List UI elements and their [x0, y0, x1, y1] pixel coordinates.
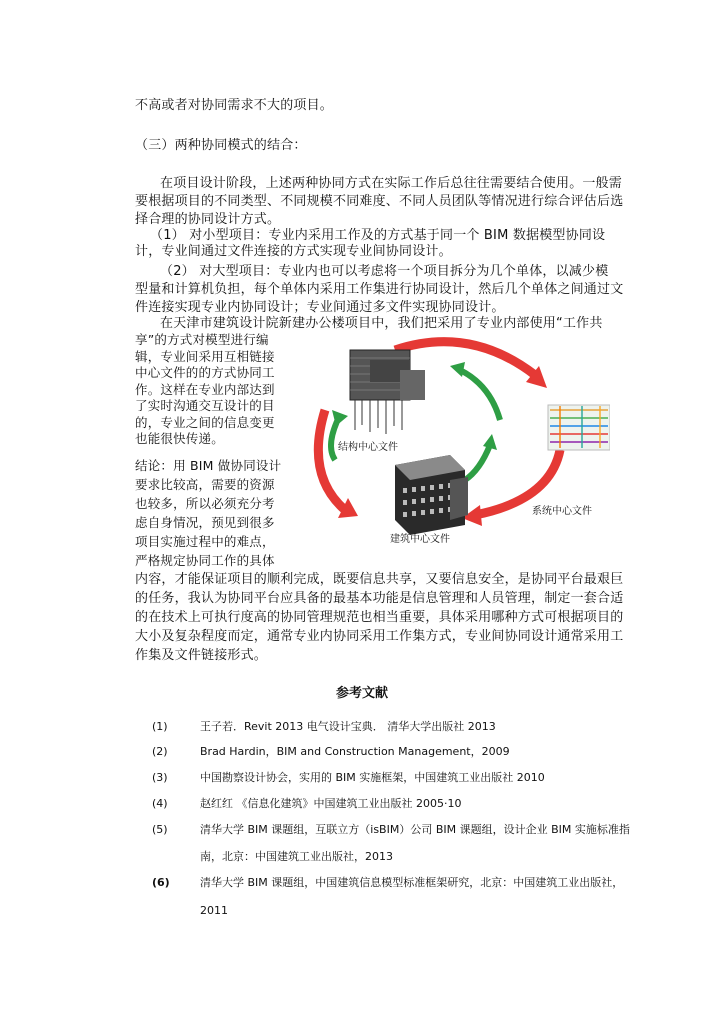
conclusion-line: 内容，才能保证项目的顺利完成，既要信息共享，又要信息安全，是协同平台最艰巨 [135, 572, 624, 587]
reference-text: 清华大学 BIM 课题组，互联立方（isBIM）公司 BIM 课题组，设计企业 BIM 实施标准指 [200, 823, 630, 836]
architecture-center-file-label: 建筑中心文件 [390, 534, 450, 545]
reference-text: Brad Hardin，BIM and Construction Management，2009 [200, 745, 510, 758]
list-item-large: 型量和计算机负担，每个单体内采用工作集进行协同设计，然后几个单体之间通过文 [135, 282, 624, 297]
conclusion-paragraph: 结论：用 BIM 做协同设计要求比较高，需要的资源也较多，所以必须充分考虑自身情况，预见到很多项目实施过程中的难点，严格规定协同工作的具体 [135, 458, 282, 568]
paragraph-line: 要根据项目的不同类型、不同规模不同难度、不同人员团队等情况进行综合评估后选 [135, 194, 624, 209]
system-model-image [548, 405, 610, 450]
paragraph-line: 在项目设计阶段，上述两种协同方式在实际工作后总往往需要结合使用。一般需 [160, 176, 623, 191]
list-item-small: （1） 对小型项目：专业内采用工作及的方式基于同一个 BIM 数据模型协同设 [150, 228, 606, 243]
architecture-model-image [395, 455, 468, 535]
paragraph-line: 择合理的协同设计方式。 [135, 212, 281, 227]
conclusion-line: 的在技术上可执行度高的协同管理规范也相当重要，具体采用哪种方式可根据项目的 [135, 610, 624, 625]
structure-center-file-label: 结构中心文件 [338, 442, 398, 453]
reference-number: (1) [152, 720, 168, 733]
green-arrow-right [465, 445, 490, 480]
project-paragraph-wrap: 享”的方式对模型进行编辑，专业间采用互相链接中心文件的的方式协同工作。这样在专业内部达到了实时沟通交互设计的目的，专业之间的信息变更也能很快传递。 [135, 332, 275, 446]
reference-text: 南，北京：中国建筑工业出版社，2013 [200, 850, 393, 863]
green-arrow-top [460, 370, 500, 420]
reference-text: 赵红红 《信息化建筑》中国建筑工业出版社 2005·10 [200, 797, 462, 810]
conclusion-line: 的任务，我认为协同平台应具备的最基本功能是信息管理和人员管理，制定一套合适 [135, 591, 624, 606]
reference-text: 中国勘察设计协会，实用的 BIM 实施框架，中国建筑工业出版社 2010 [200, 771, 545, 784]
references-title: 参考文献 [335, 686, 388, 701]
reference-number: (3) [152, 771, 168, 784]
paragraph-continuation: 不高或者对协同需求不大的项目。 [135, 98, 334, 113]
collaboration-diagram [300, 330, 610, 550]
reference-text: 清华大学 BIM 课题组，中国建筑信息模型标准框架研究，北京：中国建筑工业出版社， [200, 876, 624, 889]
reference-text: 2011 [200, 904, 228, 917]
project-paragraph: 在天津市建筑设计院新建办公楼项目中，我们把采用了专业内部使用“工作共 [160, 316, 603, 331]
reference-text: 王子若．Revit 2013 电气设计宝典． 清华大学出版社 2013 [200, 720, 496, 733]
list-item-large: （2） 对大型项目：专业内也可以考虑将一个项目拆分为几个单体，以减少模 [160, 264, 609, 279]
reference-number: (4) [152, 797, 168, 810]
section-heading: （三）两种协同模式的结合： [135, 138, 307, 153]
system-center-file-label: 系统中心文件 [532, 506, 592, 517]
green-arrowhead-right [483, 434, 497, 450]
structure-model-image [350, 350, 425, 434]
conclusion-line: 大小及复杂程度而定，通常专业内协同采用工作集方式，专业间协同设计通常采用工 [135, 629, 624, 644]
conclusion-line: 作集及文件链接形式。 [135, 648, 268, 663]
list-item-small: 计，专业间通过文件连接的方式实现专业间协同设计。 [135, 244, 452, 259]
reference-number: (6) [152, 876, 170, 889]
reference-number: (5) [152, 823, 168, 836]
reference-number: (2) [152, 745, 168, 758]
list-item-large: 件连接实现专业内协同设计；专业间通过多文件实现协同设计。 [135, 300, 505, 315]
